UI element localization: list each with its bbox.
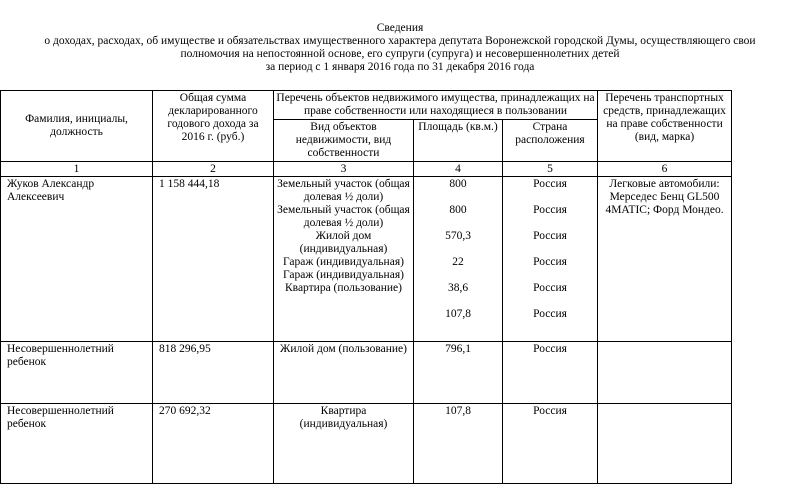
object-types-cell bbox=[274, 177, 414, 342]
object-country: Россия bbox=[503, 342, 598, 404]
declaration-table bbox=[0, 90, 732, 484]
header-income: Общая сумма декларированного годового дохода за 2016 г. (руб.) bbox=[153, 91, 274, 162]
transport-list bbox=[598, 404, 732, 484]
object-areas-cell bbox=[414, 177, 503, 342]
object-country: Россия bbox=[533, 282, 567, 294]
header-object-type: Вид объектов недвижимости, вид собственности bbox=[274, 120, 414, 162]
column-number: 5 bbox=[503, 162, 598, 177]
column-number: 6 bbox=[598, 162, 732, 177]
object-type: Квартира (индивидуальная) bbox=[274, 404, 414, 484]
object-area: 107,8 bbox=[414, 404, 503, 484]
object-type: Земельный участок (общая долевая ½ доли) bbox=[277, 204, 410, 229]
object-area: 38,6 bbox=[447, 282, 469, 294]
column-number: 1 bbox=[1, 162, 153, 177]
object-country: Россия bbox=[533, 204, 567, 216]
object-country: Россия bbox=[533, 178, 567, 190]
column-number: 4 bbox=[414, 162, 503, 177]
object-area: 107,8 bbox=[445, 308, 471, 320]
object-type: Жилой дом (индивидуальная) bbox=[299, 230, 388, 255]
column-number-row bbox=[1, 162, 732, 177]
object-area: 22 bbox=[452, 256, 464, 268]
header-transport: Перечень транспортных средств, принадлежащих на праве собственности (вид, марка) bbox=[598, 91, 732, 162]
object-country: Россия bbox=[533, 256, 567, 268]
transport-list bbox=[598, 342, 732, 404]
object-area: 570,3 bbox=[445, 230, 471, 242]
object-type: Квартира (пользование) bbox=[285, 282, 402, 294]
object-area: 800 bbox=[449, 178, 467, 190]
object-area: 800 bbox=[449, 204, 467, 216]
object-country: Россия bbox=[503, 404, 598, 484]
object-type: Жилой дом (пользование) bbox=[274, 342, 414, 404]
heading-line-4: за период с 1 января 2016 года по 31 декабря 2016 года bbox=[265, 61, 535, 73]
table-row bbox=[1, 342, 732, 404]
heading-line-2: о доходах, расходах, об имуществе и обязательствах имущественного характера депутата Воронежской городской Думы, осуществляющего свои bbox=[44, 35, 756, 47]
object-type: Гараж (индивидуальная) bbox=[283, 256, 404, 268]
person-income: 270 692,32 bbox=[153, 404, 274, 484]
transport-list: Легковые автомобили: Мерседес Бенц GL500 4MATIC; Форд Мондео. bbox=[598, 177, 732, 342]
object-country: Россия bbox=[533, 308, 567, 320]
document-heading bbox=[0, 22, 800, 74]
person-income: 1 158 444,18 bbox=[153, 177, 274, 342]
object-country: Россия bbox=[533, 230, 567, 242]
object-area: 796,1 bbox=[414, 342, 503, 404]
person-income: 818 296,95 bbox=[153, 342, 274, 404]
person-name: Жуков Александр Алексеевич bbox=[1, 177, 153, 342]
column-number: 3 bbox=[274, 162, 414, 177]
table-row bbox=[1, 177, 732, 342]
header-area: Площадь (кв.м.) bbox=[414, 120, 503, 162]
heading-title: Сведения bbox=[376, 22, 424, 34]
heading-line-3: полномочия на непостоянной основе, его супруги (супруга) и несовершеннолетних детей bbox=[180, 48, 620, 60]
header-name: Фамилия, инициалы, должность bbox=[1, 91, 153, 162]
person-name: Несовершеннолетний ребенок bbox=[1, 342, 153, 404]
table-row bbox=[1, 404, 732, 484]
column-number: 2 bbox=[153, 162, 274, 177]
person-name: Несовершеннолетний ребенок bbox=[1, 404, 153, 484]
header-realty-group: Перечень объектов недвижимого имущества, принадлежащих на праве собственности или находящиеся в пользовании bbox=[274, 91, 598, 120]
object-type: Земельный участок (общая долевая ½ доли) bbox=[277, 178, 410, 203]
object-countries-cell bbox=[503, 177, 598, 342]
object-type: Гараж (индивидуальная) bbox=[283, 269, 404, 281]
header-country: Страна расположения bbox=[503, 120, 598, 162]
